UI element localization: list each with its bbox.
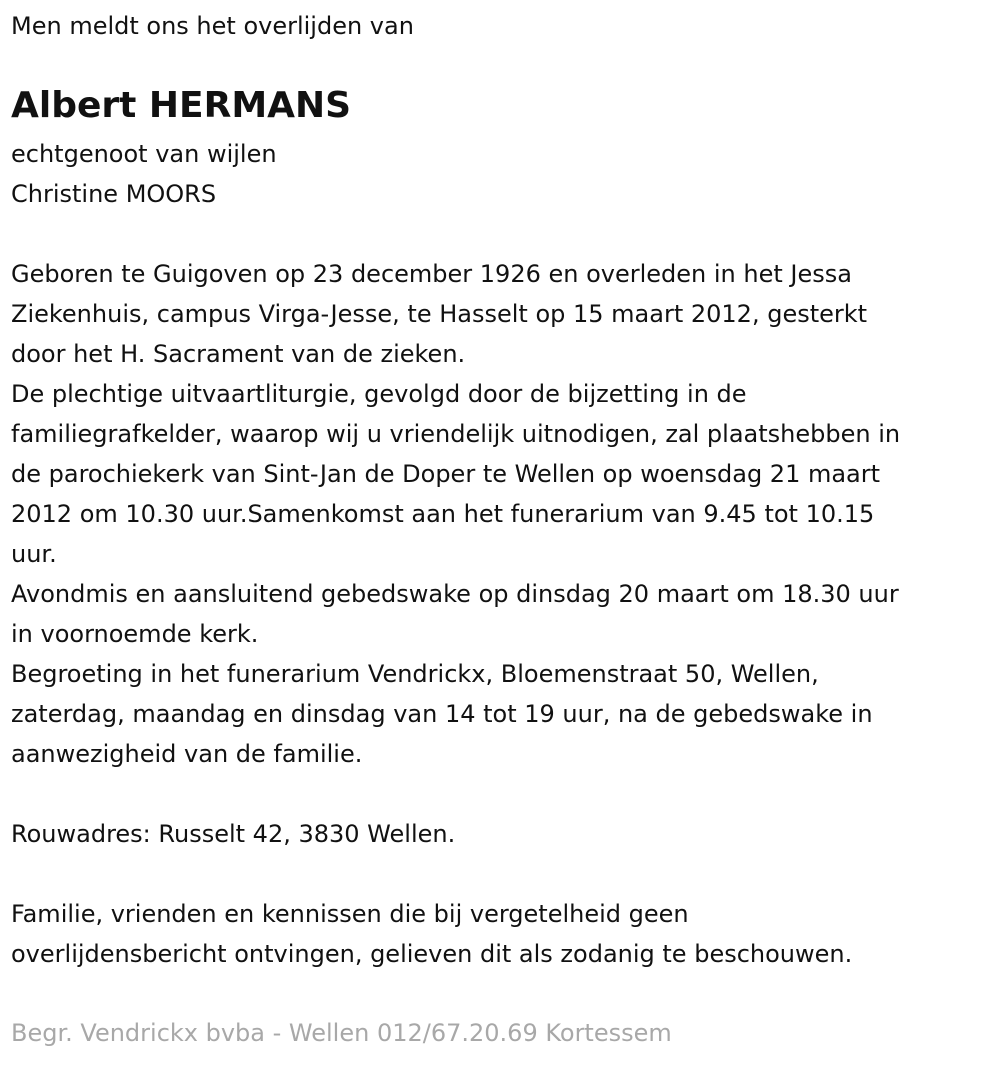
spouse-info — [11, 134, 277, 214]
deceased-name: Albert HERMANS — [11, 85, 352, 126]
spouse-line: echtgenoot van wijlen — [11, 140, 277, 168]
body-line: familiegrafkelder, waarop wij u vriendelijk uitnodigen, zal plaatshebben in — [11, 420, 901, 448]
mourning-address: Rouwadres: Russelt 42, 3830 Wellen. — [11, 820, 456, 848]
notice-line: Familie, vrienden en kennissen die bij vergetelheid geen — [11, 900, 689, 928]
body-line: de parochiekerk van Sint-Jan de Doper te Wellen op woensdag 21 maart — [11, 460, 881, 488]
notice-text — [11, 894, 852, 974]
funeral-home-footer: Begr. Vendrickx bvba - Wellen 012/67.20.69 Kortessem — [11, 1019, 672, 1047]
body-line: 2012 om 10.30 uur.Samenkomst aan het funerarium van 9.45 tot 10.15 — [11, 500, 875, 528]
body-line: Ziekenhuis, campus Virga-Jesse, te Hasselt op 15 maart 2012, gesterkt — [11, 300, 868, 328]
body-line: De plechtige uitvaartliturgie, gevolgd door de bijzetting in de — [11, 380, 747, 408]
body-line: aanwezigheid van de familie. — [11, 740, 363, 768]
body-line: zaterdag, maandag en dinsdag van 14 tot 19 uur, na de gebedswake in — [11, 700, 873, 728]
body-line: Begroeting in het funerarium Vendrickx, Bloemenstraat 50, Wellen, — [11, 660, 819, 688]
obituary-body — [11, 254, 900, 774]
body-line: door het H. Sacrament van de zieken. — [11, 340, 466, 368]
spouse-name: Christine MOORS — [11, 180, 217, 208]
body-line: uur. — [11, 540, 57, 568]
body-line: Avondmis en aansluitend gebedswake op dinsdag 20 maart om 18.30 uur — [11, 580, 899, 608]
body-line: Geboren te Guigoven op 23 december 1926 en overleden in het Jessa — [11, 260, 852, 288]
notice-line: overlijdensbericht ontvingen, gelieven dit als zodanig te beschouwen. — [11, 940, 853, 968]
body-line: in voornoemde kerk. — [11, 620, 259, 648]
intro-text: Men meldt ons het overlijden van — [11, 12, 414, 40]
